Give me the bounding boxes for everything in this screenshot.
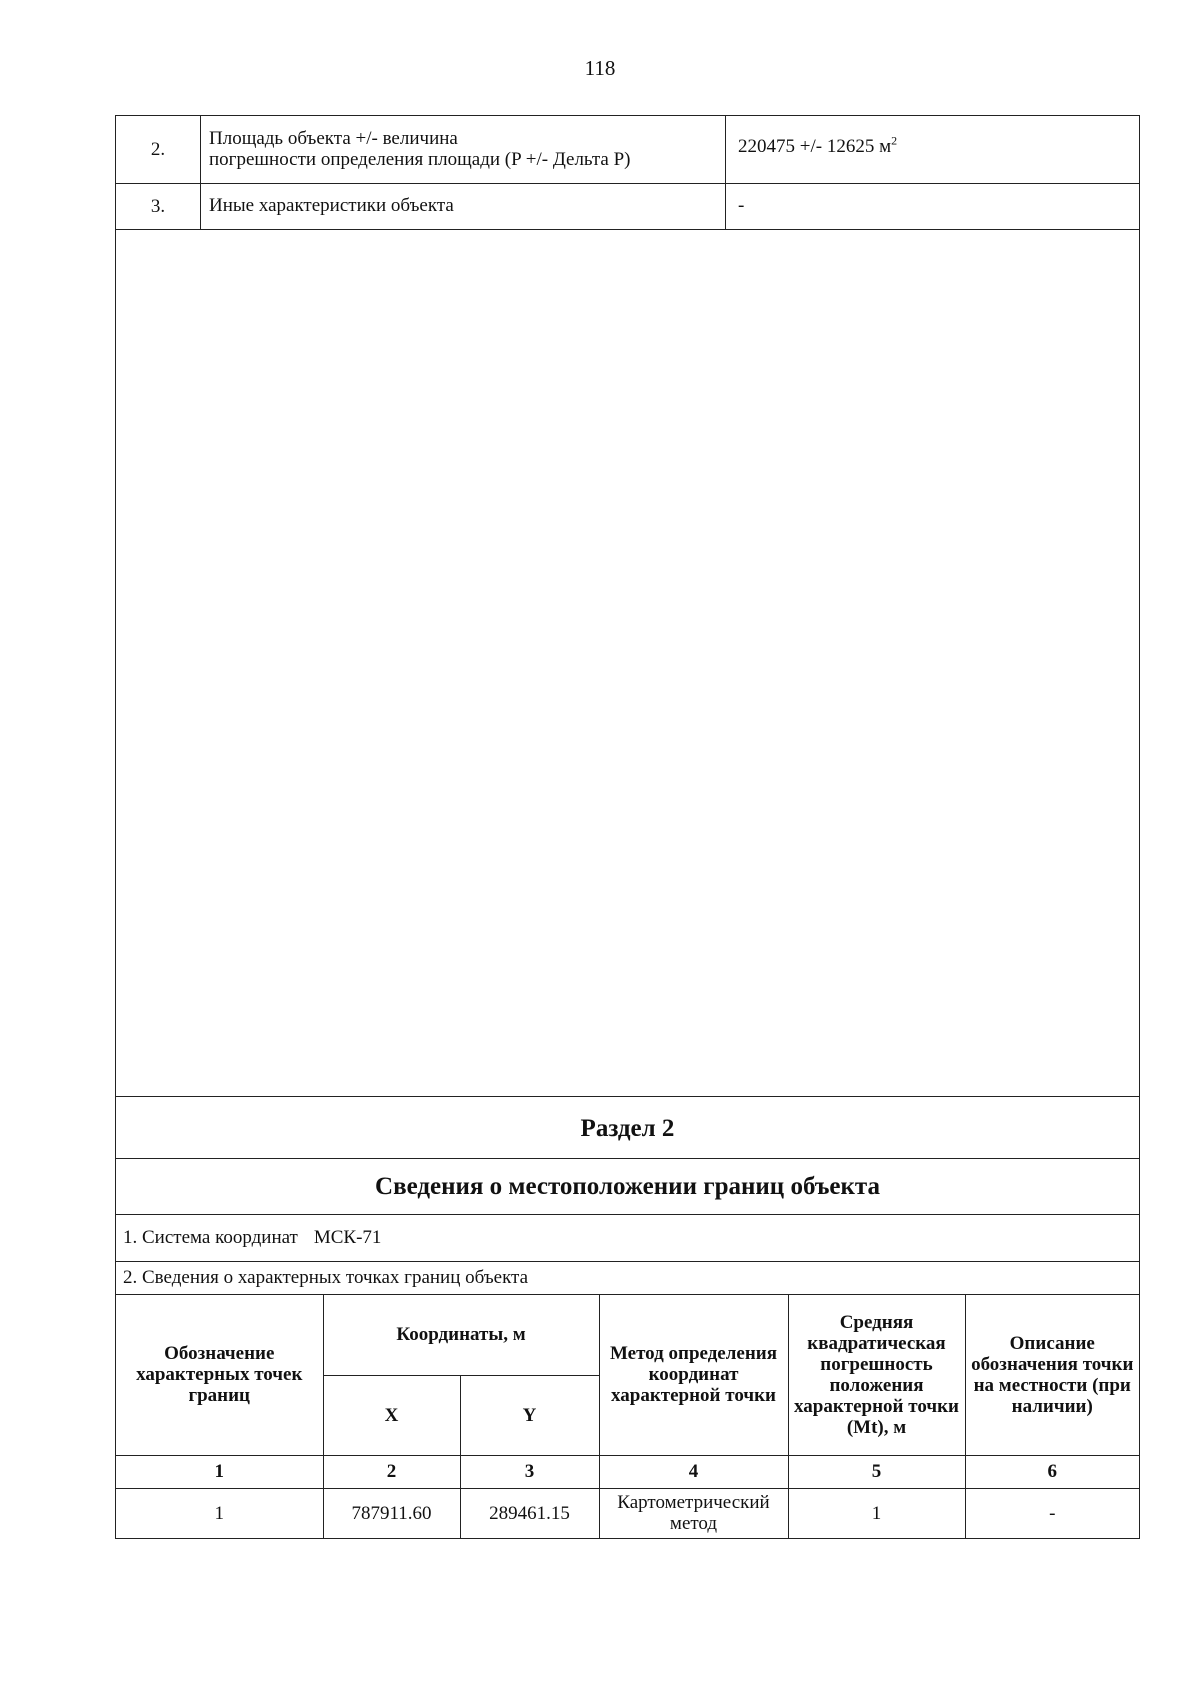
header-description: Описание обозначения точки на местности (при наличии): [965, 1295, 1139, 1455]
characteristic-row-area: [116, 116, 1139, 184]
area-value: 220475 +/- 12625 м: [738, 136, 892, 157]
header-y: Y: [460, 1375, 599, 1455]
column-number: 3: [460, 1455, 599, 1488]
page-number: 118: [584, 56, 616, 80]
point-y: 289461.15: [460, 1488, 599, 1538]
point-accuracy: 1: [788, 1488, 965, 1538]
point-description: -: [965, 1488, 1139, 1538]
coordinate-system-row: [116, 1215, 1139, 1262]
blank-area: [116, 230, 1139, 1097]
unit-superscript: 2: [891, 133, 898, 148]
header-method: Метод определения координат характерной точки: [599, 1295, 788, 1455]
row-number: 2.: [116, 116, 201, 183]
column-number: 2: [323, 1455, 460, 1488]
header-coordinates: Координаты, м: [323, 1295, 599, 1375]
table-row: [116, 1488, 1139, 1538]
header-x: X: [323, 1375, 460, 1455]
column-number: 1: [116, 1455, 323, 1488]
section-subtitle: Сведения о местоположении границ объекта: [116, 1159, 1139, 1215]
characteristic-row-other: [116, 184, 1139, 230]
point-designation: 1: [116, 1488, 323, 1538]
characteristic-name-line: погрешности определения площади (P +/- Дельта P): [209, 149, 631, 170]
point-x: 787911.60: [323, 1488, 460, 1538]
points-caption: 2. Сведения о характерных точках границ объекта: [116, 1262, 1139, 1295]
column-number: 4: [599, 1455, 788, 1488]
column-number: 6: [965, 1455, 1139, 1488]
characteristic-value: [726, 116, 1139, 183]
characteristic-name-line: Площадь объекта +/- величина: [209, 128, 458, 149]
coordinates-table-wrap: [116, 1295, 1139, 1538]
coordinate-system-value: МСК-71: [313, 1227, 382, 1248]
point-method: Картометрический метод: [599, 1488, 788, 1538]
coordinate-system-label: 1. Система координат: [123, 1227, 298, 1248]
header-accuracy: Средняя квадратическая погрешность положения характерной точки (Mt), м: [788, 1295, 965, 1455]
column-number: 5: [788, 1455, 965, 1488]
document-frame: [115, 115, 1140, 1539]
header-designation: Обозначение характерных точек границ: [116, 1295, 323, 1455]
coordinates-table: [116, 1295, 1139, 1538]
row-number: 3.: [116, 184, 201, 229]
characteristic-name: [201, 116, 726, 183]
section-title: Раздел 2: [116, 1097, 1139, 1159]
characteristic-value: -: [738, 195, 745, 216]
characteristic-name: Иные характеристики объекта: [201, 184, 726, 229]
